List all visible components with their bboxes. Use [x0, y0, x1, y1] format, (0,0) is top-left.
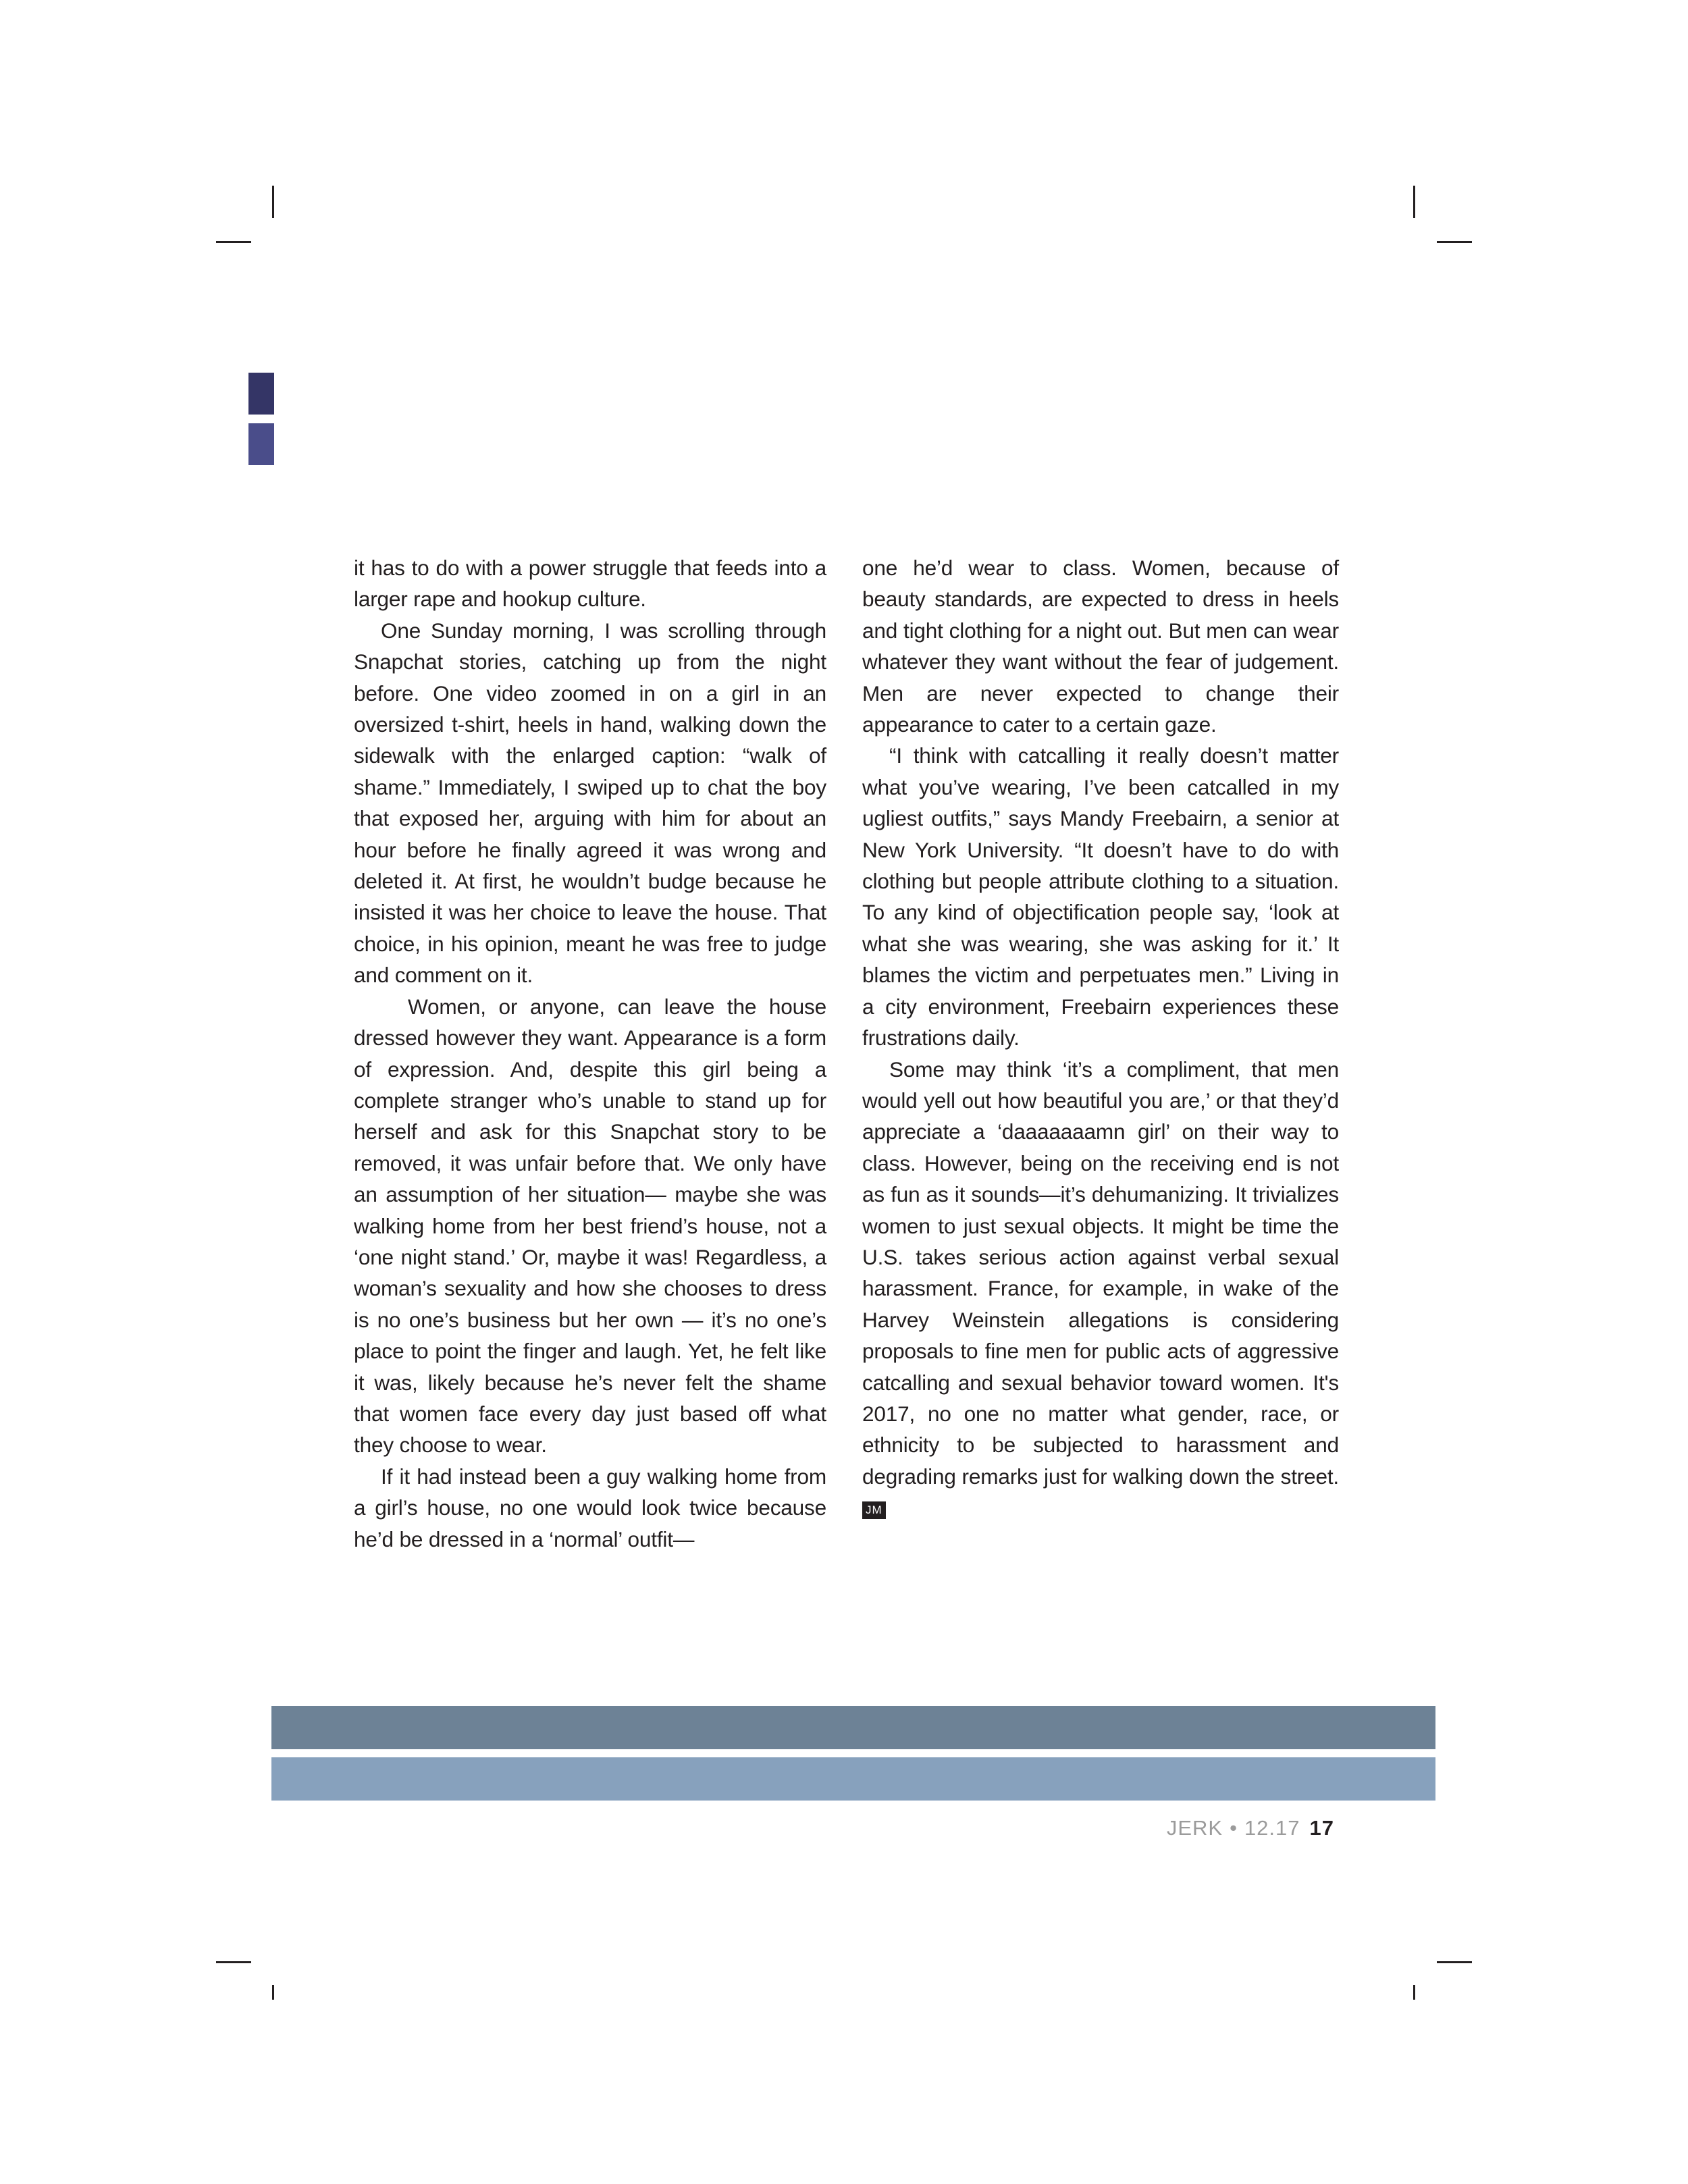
- crop-mark-bottom-right-vertical: [1413, 1985, 1415, 2000]
- page-number: 17: [1309, 1816, 1334, 1840]
- article-paragraph: “I think with catcalling it really doesn’t matter what you’ve wearing, I’ve been catcalled in my ugliest outfits,” says Mandy Freebairn, a senior at New York University. “It doesn’t have to do with clothing but people attribute clothing to a situation. To any kind of objectification people say, ‘look at what she was wearing, she was asking for it.’ It blames the victim and perpetuates men.” Living in a city environment, Freebairn experiences these frustrations daily.: [862, 743, 1339, 1050]
- end-of-article-mark: JM: [862, 1501, 886, 1519]
- article-paragraph: If it had instead been a guy walking home from a girl’s house, no one would look twice because he’d be dressed in a ‘normal’ outfit—: [354, 1464, 826, 1551]
- article-paragraph-text: Some may think ‘it’s a compliment, that men would yell out how beautiful you are,’ or that they’d appreciate a ‘daaaaaaamn girl’ on their way to class. However, being on the receiving end is not as fun as it sounds—it’s dehumanizing. It trivializes women to just sexual objects. It might be time the U.S. takes serious action against verbal sexual harassment. France, for example, in wake of the Harvey Weinstein allegations is considering proposals to fine men for public acts of aggressive catcalling and sexual behavior toward women. It's 2017, no one no matter what gender, race, or ethnicity to be subjected to harassment and degrading remarks just for walking down the street.: [862, 1057, 1339, 1489]
- crop-mark-bottom-left-horizontal: [216, 1961, 251, 1963]
- magazine-name: JERK: [1166, 1816, 1223, 1840]
- article-right-column: [862, 552, 1339, 1524]
- article-paragraph: it has to do with a power struggle that feeds into a larger rape and hookup culture.: [354, 556, 826, 612]
- crop-mark-bottom-left-vertical: [272, 1985, 274, 2000]
- crop-mark-top-left-vertical: [272, 186, 274, 218]
- accent-block-top: [248, 373, 274, 415]
- article-paragraph: one he’d wear to class. Women, because of beauty standards, are expected to dress in heels and tight clothing for a night out. But men can wear whatever they want without the fear of judgement. Men are never expected to change their appearance to cater to a certain gaze.: [862, 556, 1339, 737]
- crop-mark-bottom-right-horizontal: [1437, 1961, 1472, 1963]
- article-paragraph: Women, or anyone, can leave the house dressed however they want. Appearance is a form of expression. And, despite this girl being a complete stranger who’s unable to stand up for herself and ask for this Snapchat story to be removed, it was unfair before that. We only have an assumption of her situation— maybe she was walking home from her best friend’s house, not a ‘one night stand.’ Or, maybe it was! Regardless, a woman’s sexuality and how she chooses to dress is no one’s business but her own — it’s no one’s place to point the finger and laugh. Yet, he felt like it was, likely because he’s never felt the shame that women face every day just based off what they choose to wear.: [354, 994, 826, 1458]
- article-left-column: [354, 552, 826, 1555]
- issue-date: 12.17: [1244, 1816, 1300, 1840]
- article-paragraph: One Sunday morning, I was scrolling through Snapchat stories, catching up from the night before. One video zoomed in on a girl in an oversized t-shirt, heels in hand, walking down the sidewalk with the enlarged caption: “walk of shame.” Immediately, I swiped up to chat the boy that exposed her, arguing with him for about an hour before he finally agreed it was wrong and deleted it. At first, he wouldn’t budge because he insisted it was her choice to leave the house. That choice, in his opinion, meant he was free to judge and comment on it.: [354, 618, 826, 988]
- crop-mark-top-right-horizontal: [1437, 241, 1472, 243]
- page-folio: [1167, 1816, 1334, 1840]
- accent-block-bottom: [248, 423, 274, 465]
- crop-mark-top-right-vertical: [1413, 186, 1415, 218]
- footer-band-bottom: [271, 1757, 1435, 1801]
- footer-band-top: [271, 1706, 1435, 1749]
- folio-separator: •: [1230, 1816, 1238, 1840]
- article-paragraph: [862, 1054, 1339, 1524]
- crop-mark-top-left-horizontal: [216, 241, 251, 243]
